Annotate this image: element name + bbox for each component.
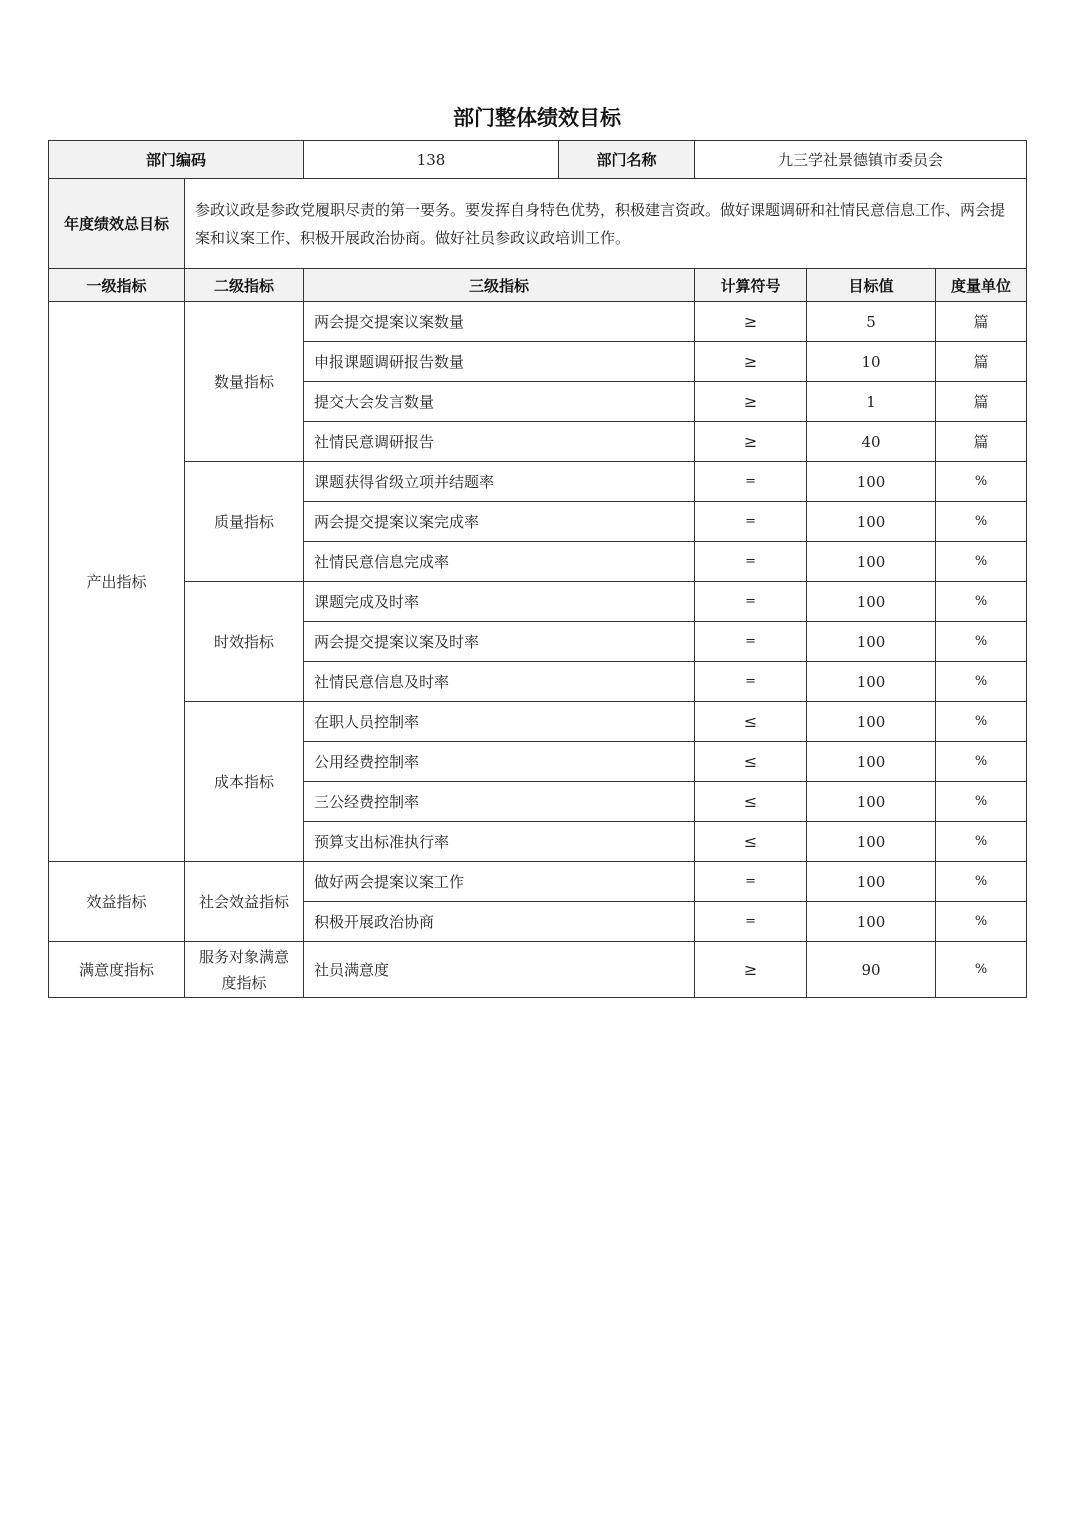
indicator-name: 三公经费控制率: [304, 782, 695, 822]
indicator-operator: ≤: [695, 702, 807, 742]
indicator-value: 40: [807, 422, 936, 462]
indicator-unit: %: [936, 822, 1027, 862]
level2-service-line1: 服务对象满意: [199, 947, 290, 966]
indicator-name: 申报课题调研报告数量: [304, 342, 695, 382]
indicator-name: 社情民意信息完成率: [304, 542, 695, 582]
indicator-value: 10: [807, 342, 936, 382]
level2-quality: 质量指标: [185, 462, 304, 582]
indicator-operator: =: [695, 502, 807, 542]
indicator-unit: %: [936, 502, 1027, 542]
indicator-value: 90: [807, 942, 936, 998]
indicator-value: 100: [807, 742, 936, 782]
indicator-unit: %: [936, 582, 1027, 622]
indicator-name: 预算支出标准执行率: [304, 822, 695, 862]
indicator-unit: %: [936, 742, 1027, 782]
dept-name-label: 部门名称: [559, 141, 695, 179]
indicator-name: 在职人员控制率: [304, 702, 695, 742]
indicator-unit: %: [936, 942, 1027, 998]
indicator-value: 100: [807, 902, 936, 942]
col-header-level2: 二级指标: [185, 269, 304, 302]
indicator-name: 提交大会发言数量: [304, 382, 695, 422]
level2-cost: 成本指标: [185, 702, 304, 862]
indicator-name: 做好两会提案议案工作: [304, 862, 695, 902]
indicator-operator: =: [695, 582, 807, 622]
indicator-unit: %: [936, 862, 1027, 902]
indicator-operator: ≤: [695, 782, 807, 822]
level2-quantity: 数量指标: [185, 302, 304, 462]
header-row: [49, 141, 1027, 179]
indicator-value: 100: [807, 702, 936, 742]
indicator-value: 100: [807, 542, 936, 582]
indicator-name: 课题完成及时率: [304, 582, 695, 622]
level2-service-line2: 度指标: [221, 973, 267, 992]
indicator-operator: =: [695, 662, 807, 702]
indicator-operator: ≥: [695, 302, 807, 342]
indicator-operator: ≥: [695, 342, 807, 382]
indicator-value: 100: [807, 502, 936, 542]
indicator-name: 两会提交提案议案数量: [304, 302, 695, 342]
indicator-name: 社情民意调研报告: [304, 422, 695, 462]
annual-goal-row: [49, 179, 1027, 269]
level2-social: 社会效益指标: [185, 862, 304, 942]
indicator-unit: %: [936, 902, 1027, 942]
indicator-value: 100: [807, 782, 936, 822]
indicator-value: 1: [807, 382, 936, 422]
col-header-level3: 三级指标: [304, 269, 695, 302]
level1-benefit: 效益指标: [49, 862, 185, 942]
indicator-unit: 篇: [936, 382, 1027, 422]
indicator-unit: 篇: [936, 302, 1027, 342]
indicator-name: 社情民意信息及时率: [304, 662, 695, 702]
indicator-operator: ≥: [695, 382, 807, 422]
indicator-operator: =: [695, 902, 807, 942]
indicator-operator: ≤: [695, 822, 807, 862]
indicator-value: 100: [807, 622, 936, 662]
indicator-unit: %: [936, 542, 1027, 582]
level2-service-satisfaction: [185, 942, 304, 998]
col-header-operator: 计算符号: [695, 269, 807, 302]
indicator-value: 100: [807, 862, 936, 902]
indicator-unit: 篇: [936, 422, 1027, 462]
table-row: [49, 462, 1027, 502]
indicator-name: 两会提交提案议案完成率: [304, 502, 695, 542]
table-row: [49, 582, 1027, 622]
page-title: 部门整体绩效目标: [453, 106, 621, 130]
indicator-operator: =: [695, 462, 807, 502]
col-header-target: 目标值: [807, 269, 936, 302]
col-header-level1: 一级指标: [49, 269, 185, 302]
indicator-operator: =: [695, 622, 807, 662]
column-header-row: [49, 269, 1027, 302]
indicator-unit: %: [936, 622, 1027, 662]
level1-satisfaction: 满意度指标: [49, 942, 185, 998]
indicator-operator: ≥: [695, 422, 807, 462]
indicator-operator: ≤: [695, 742, 807, 782]
level1-output: 产出指标: [49, 302, 185, 862]
table-row: [49, 862, 1027, 902]
dept-code-value: 138: [304, 141, 559, 179]
indicator-value: 100: [807, 822, 936, 862]
table-row: [49, 942, 1027, 998]
indicator-value: 100: [807, 662, 936, 702]
indicator-operator: =: [695, 542, 807, 582]
indicator-operator: =: [695, 862, 807, 902]
indicator-unit: %: [936, 462, 1027, 502]
performance-table: [48, 140, 1027, 998]
indicator-name: 公用经费控制率: [304, 742, 695, 782]
indicator-value: 5: [807, 302, 936, 342]
indicator-unit: %: [936, 702, 1027, 742]
indicator-operator: ≥: [695, 942, 807, 998]
indicator-name: 社员满意度: [304, 942, 695, 998]
indicator-unit: 篇: [936, 342, 1027, 382]
indicator-value: 100: [807, 462, 936, 502]
annual-goal-text: 参政议政是参政党履职尽责的第一要务。要发挥自身特色优势，积极建言资政。做好课题调研和社情民意信息工作、两会提案和议案工作、积极开展政治协商。做好社员参政议政培训工作。: [185, 179, 1027, 269]
table-row: [49, 702, 1027, 742]
table-row: [49, 302, 1027, 342]
indicator-name: 课题获得省级立项并结题率: [304, 462, 695, 502]
col-header-unit: 度量单位: [936, 269, 1027, 302]
dept-code-label: 部门编码: [49, 141, 304, 179]
dept-name-value: 九三学社景德镇市委员会: [695, 141, 1027, 179]
annual-goal-label: 年度绩效总目标: [49, 179, 185, 269]
indicator-name: 积极开展政治协商: [304, 902, 695, 942]
indicator-name: 两会提交提案议案及时率: [304, 622, 695, 662]
indicator-unit: %: [936, 782, 1027, 822]
indicator-unit: %: [936, 662, 1027, 702]
indicator-value: 100: [807, 582, 936, 622]
level2-timeliness: 时效指标: [185, 582, 304, 702]
